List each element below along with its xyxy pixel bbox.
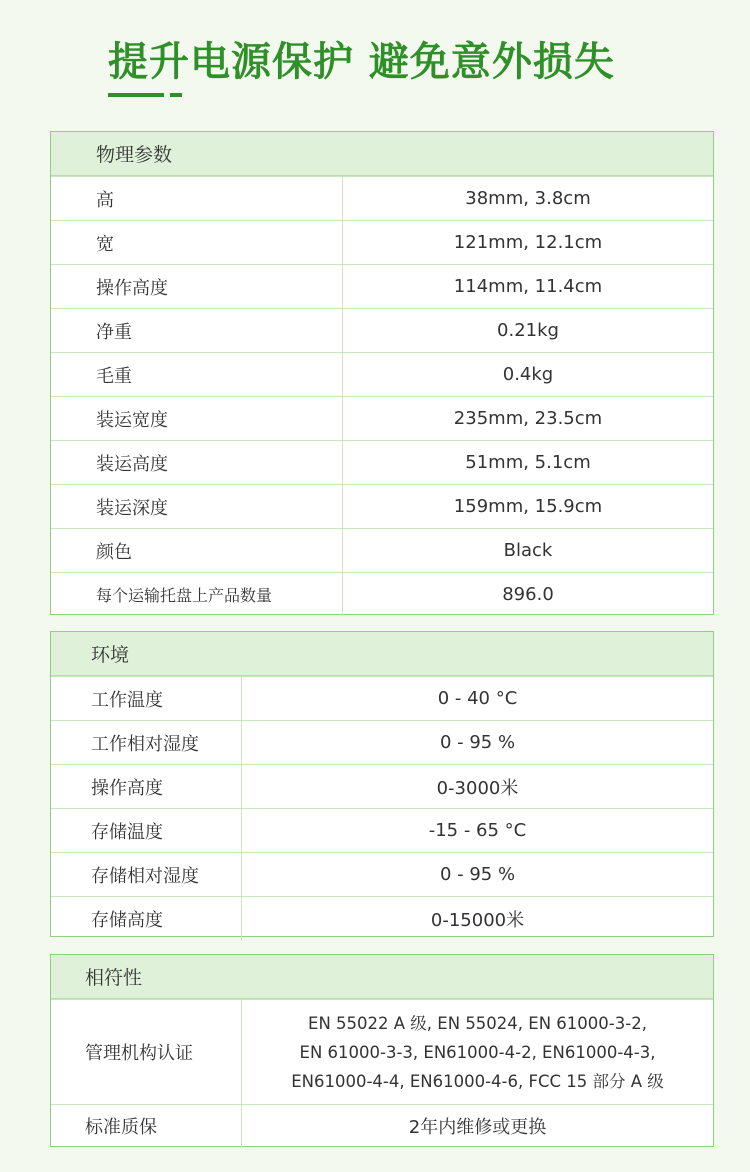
- row-value: 38mm, 3.8cm: [465, 188, 591, 209]
- table-row: [51, 484, 713, 528]
- row-label: 装运深度: [51, 485, 343, 528]
- row-value: 0 - 95 %: [439, 732, 516, 753]
- environment-header: 环境: [51, 632, 713, 676]
- compliance-table: [50, 954, 714, 1147]
- table-row: [51, 764, 713, 808]
- cert-line: EN 61000-3-3, EN61000-4-2, EN61000-4-3,: [299, 1042, 656, 1062]
- table-row: [51, 176, 713, 220]
- row-label: 存储温度: [51, 809, 242, 852]
- row-value: 0 - 40 °C: [437, 688, 518, 709]
- row-label: 每个运输托盘上产品数量: [51, 573, 343, 616]
- row-label: 存储相对湿度: [51, 853, 242, 896]
- row-label: 高: [51, 177, 343, 220]
- table-row: [51, 896, 713, 940]
- table-row: [51, 999, 713, 1104]
- row-label: 净重: [51, 309, 343, 352]
- table-row: [51, 308, 713, 352]
- row-value: 121mm, 12.1cm: [453, 232, 603, 253]
- cert-line: EN 55022 A 级, EN 55024, EN 61000-3-2,: [308, 1013, 647, 1033]
- row-value: 0-3000米: [436, 777, 519, 799]
- table-row: [51, 720, 713, 764]
- table-row: [51, 396, 713, 440]
- row-value: [242, 1000, 713, 1104]
- table-row: [51, 572, 713, 616]
- row-label: 装运高度: [51, 441, 343, 484]
- row-label: 操作高度: [51, 265, 343, 308]
- table-row: [51, 220, 713, 264]
- row-value: 51mm, 5.1cm: [465, 452, 591, 473]
- physical-params-header: 物理参数: [51, 132, 713, 176]
- row-value: 235mm, 23.5cm: [453, 408, 603, 429]
- row-label: 管理机构认证: [51, 1000, 242, 1104]
- row-label: 工作相对湿度: [51, 721, 242, 764]
- title-underline-dot: [170, 93, 182, 97]
- row-value: 114mm, 11.4cm: [453, 276, 603, 297]
- table-row: [51, 528, 713, 572]
- row-label: 颜色: [51, 529, 343, 572]
- cert-line: EN61000-4-4, EN61000-4-6, FCC 15 部分 A 级: [291, 1071, 664, 1091]
- table-row: [51, 676, 713, 720]
- row-label: 操作高度: [51, 765, 242, 808]
- table-row: [51, 808, 713, 852]
- row-value: 0 - 95 %: [439, 864, 516, 885]
- row-value: 0-15000米: [430, 909, 525, 931]
- physical-params-table: [50, 131, 714, 615]
- row-label: 宽: [51, 221, 343, 264]
- row-value: 159mm, 15.9cm: [453, 496, 603, 517]
- row-value: -15 - 65 °C: [428, 820, 527, 841]
- table-row: [51, 1104, 713, 1147]
- row-value: 0.4kg: [502, 364, 554, 385]
- table-row: [51, 852, 713, 896]
- table-row: [51, 440, 713, 484]
- row-label: 装运宽度: [51, 397, 343, 440]
- row-value: 896.0: [502, 584, 554, 605]
- row-value: 0.21kg: [497, 320, 559, 341]
- page-title: 提升电源保护 避免意外损失: [108, 39, 615, 85]
- title-underline: [108, 93, 164, 97]
- table-row: [51, 352, 713, 396]
- compliance-header: 相符性: [51, 955, 713, 999]
- environment-table: [50, 631, 714, 937]
- row-label: 标准质保: [51, 1105, 242, 1147]
- row-value: Black: [503, 540, 553, 561]
- table-row: [51, 264, 713, 308]
- row-label: 毛重: [51, 353, 343, 396]
- row-label: 存储高度: [51, 897, 242, 940]
- row-value: 2年内维修或更换: [408, 1117, 547, 1138]
- row-label: 工作温度: [51, 677, 242, 720]
